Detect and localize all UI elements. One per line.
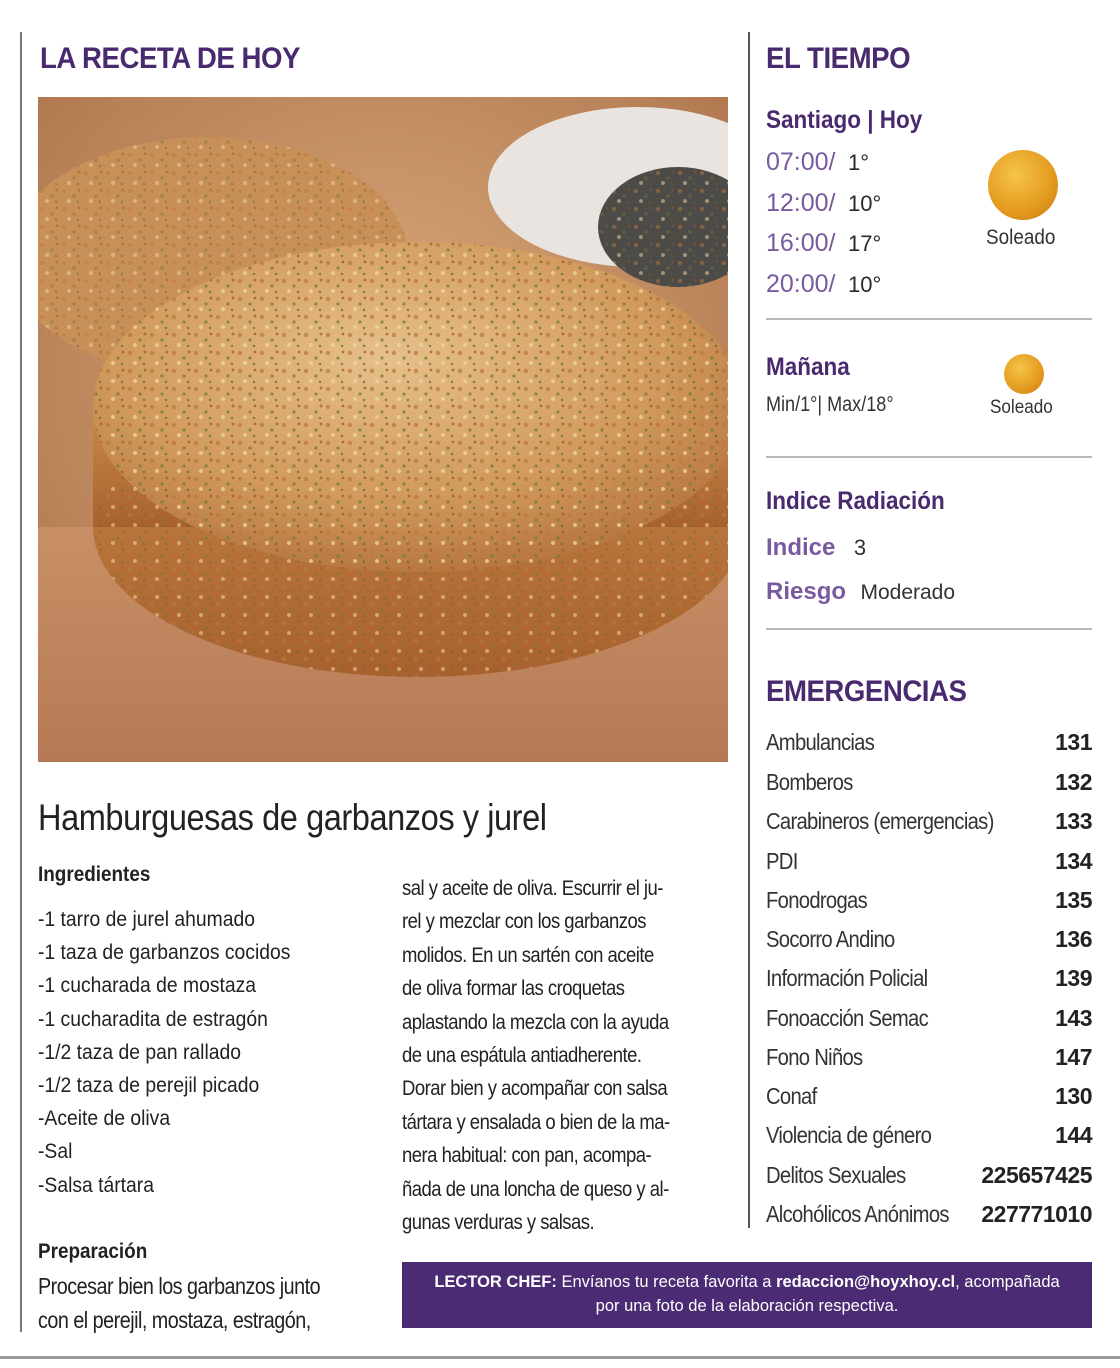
- emergency-row: [766, 1005, 1092, 1041]
- weather-section-title: EL TIEMPO: [766, 42, 911, 75]
- emergency-number: 144: [1055, 1122, 1092, 1148]
- emergency-number: 132: [1055, 769, 1092, 795]
- forecast-row: [766, 148, 881, 189]
- left-border: [20, 32, 22, 1332]
- ingredients-heading: Ingredientes: [38, 863, 151, 886]
- forecast-temp: 10°: [847, 190, 882, 216]
- ingredient-item: -Salsa tártara: [38, 1173, 154, 1197]
- index-value: 3: [853, 535, 867, 560]
- lector-chef-banner: [402, 1262, 1092, 1328]
- forecast-temp: 17°: [847, 231, 882, 256]
- preparation-text-left: [38, 1269, 368, 1337]
- emergency-number: 147: [1055, 1044, 1092, 1070]
- emergency-name: Fonodrogas: [766, 887, 867, 913]
- emergency-number: 225657425: [981, 1162, 1092, 1188]
- emergency-name: Fonoacción Semac: [766, 1005, 929, 1031]
- preparation-line: tártara y ensalada o bien de la ma-: [402, 1109, 670, 1134]
- banner-email-link[interactable]: redaccion@hoyxhoy.cl: [776, 1273, 956, 1291]
- preparation-line: Dorar bien y acompañar con salsa: [402, 1076, 668, 1101]
- preparation-line: rel y mezclar con los garbanzos: [402, 909, 647, 934]
- ingredient-item: -1 tarro de jurel ahumado: [38, 908, 255, 931]
- ingredient-item: -1/2 taza de perejil picado: [38, 1074, 260, 1098]
- emergency-row: [766, 848, 1092, 884]
- emergency-row: [766, 1162, 1092, 1198]
- emergency-row: [766, 926, 1092, 962]
- emergency-number: 136: [1055, 926, 1092, 952]
- forecast-row: [766, 189, 881, 230]
- tomorrow-condition: Soleado: [990, 397, 1053, 418]
- preparation-text-right: [402, 872, 732, 1239]
- recipe-section-title: LA RECETA DE HOY: [40, 42, 300, 75]
- emergency-name: Socorro Andino: [766, 926, 895, 952]
- emergency-row: [766, 1083, 1092, 1119]
- emergency-number: 135: [1055, 887, 1092, 913]
- ingredient-item: -1/2 taza de pan rallado: [38, 1040, 242, 1064]
- emergency-name: Información Policial: [766, 965, 928, 991]
- radiation-index: [766, 534, 866, 562]
- emergency-number: 131: [1055, 729, 1092, 755]
- emergency-row: [766, 808, 1092, 844]
- ingredient-item: -1 taza de garbanzos cocidos: [38, 941, 291, 965]
- emergency-name: PDI: [766, 848, 798, 874]
- emergency-number: 133: [1055, 808, 1092, 834]
- today-heading: Santiago | Hoy: [766, 106, 923, 134]
- bottom-rule: [0, 1356, 1120, 1359]
- preparation-line: de una espátula antiadherente.: [402, 1043, 642, 1068]
- today-condition: Soleado: [986, 226, 1056, 249]
- emergency-name: Violencia de género: [766, 1122, 932, 1148]
- ingredient-item: -1 cucharadita de estragón: [38, 1007, 268, 1031]
- banner-label: LECTOR CHEF:: [434, 1273, 557, 1291]
- preparation-line: sal y aceite de oliva. Escurrir el ju-: [402, 876, 663, 900]
- today-forecast: [766, 148, 881, 310]
- emergency-number: 130: [1055, 1083, 1092, 1109]
- emergency-row: [766, 769, 1092, 805]
- preparation-heading: Preparación: [38, 1240, 148, 1263]
- emergency-row: [766, 1122, 1092, 1158]
- sun-icon: [1004, 354, 1044, 394]
- tomorrow-range: Min/1°| Max/18°: [766, 393, 894, 416]
- emergency-name: Conaf: [766, 1083, 817, 1109]
- banner-line-2: por una foto de la elaboración respectiva.: [595, 1297, 899, 1315]
- emergency-name: Alcohólicos Anónimos: [766, 1201, 949, 1227]
- emergency-name: Bomberos: [766, 769, 853, 795]
- forecast-time: 16:00/: [766, 229, 836, 257]
- emergency-row: [766, 729, 1092, 765]
- preparation-line: gunas verduras y salsas.: [402, 1210, 595, 1235]
- sun-icon: [988, 150, 1058, 220]
- banner-text-after: , acompañada: [955, 1273, 1060, 1291]
- weather-divider: [766, 318, 1092, 320]
- emergency-row: [766, 1201, 1092, 1237]
- emergency-number: 139: [1055, 965, 1092, 991]
- preparation-line: de oliva formar las croquetas: [402, 976, 625, 1001]
- ingredient-item: -Aceite de oliva: [38, 1107, 171, 1131]
- forecast-row: [766, 270, 881, 311]
- emergency-name: Ambulancias: [766, 729, 875, 755]
- forecast-temp: 10°: [847, 271, 882, 297]
- preparation-line: Procesar bien los garbanzos junto: [38, 1273, 321, 1299]
- emergency-name: Carabineros (emergencias): [766, 808, 994, 834]
- emergency-row: [766, 1044, 1092, 1080]
- preparation-line: molidos. En un sartén con aceite: [402, 942, 654, 967]
- tomorrow-heading: Mañana: [766, 353, 850, 381]
- emergency-name: Delitos Sexuales: [766, 1162, 906, 1188]
- banner-line-1: [402, 1270, 1092, 1294]
- emergency-number: 143: [1055, 1005, 1092, 1031]
- forecast-time: 12:00/: [766, 188, 836, 217]
- preparation-line: nera habitual: con pan, acompa-: [402, 1143, 652, 1168]
- radiation-heading: Indice Radiación: [766, 487, 945, 515]
- weather-divider: [766, 456, 1092, 458]
- banner-text: Envíanos tu receta favorita a: [561, 1273, 772, 1291]
- ingredients-list: [38, 903, 312, 1202]
- emergency-number: 227771010: [981, 1201, 1092, 1227]
- forecast-temp: 1°: [847, 150, 870, 175]
- risk-label: Riesgo: [766, 578, 847, 605]
- preparation-line: aplastando la mezcla con la ayuda: [402, 1009, 669, 1034]
- risk-value: Moderado: [860, 581, 956, 604]
- preparation-line: con el perejil, mostaza, estragón,: [38, 1307, 311, 1333]
- recipe-title: Hamburguesas de garbanzos y jurel: [38, 797, 547, 838]
- emergency-name: Fono Niños: [766, 1044, 863, 1070]
- forecast-row: [766, 229, 881, 270]
- index-label: Indice: [766, 534, 836, 561]
- radiation-risk: [766, 578, 955, 606]
- weather-divider: [766, 628, 1092, 630]
- emergency-row: [766, 887, 1092, 923]
- emergencies-section-title: EMERGENCIAS: [766, 675, 967, 708]
- preparation-line: ñada de una loncha de queso y al-: [402, 1176, 669, 1201]
- forecast-time: 20:00/: [766, 269, 836, 298]
- recipe-photo: [38, 97, 728, 762]
- forecast-time: 07:00/: [766, 148, 836, 176]
- emergency-number: 134: [1055, 848, 1092, 874]
- ingredient-item: -1 cucharada de mostaza: [38, 974, 257, 998]
- column-divider: [748, 32, 750, 1228]
- ingredient-item: -Sal: [38, 1140, 73, 1164]
- emergency-row: [766, 965, 1092, 1001]
